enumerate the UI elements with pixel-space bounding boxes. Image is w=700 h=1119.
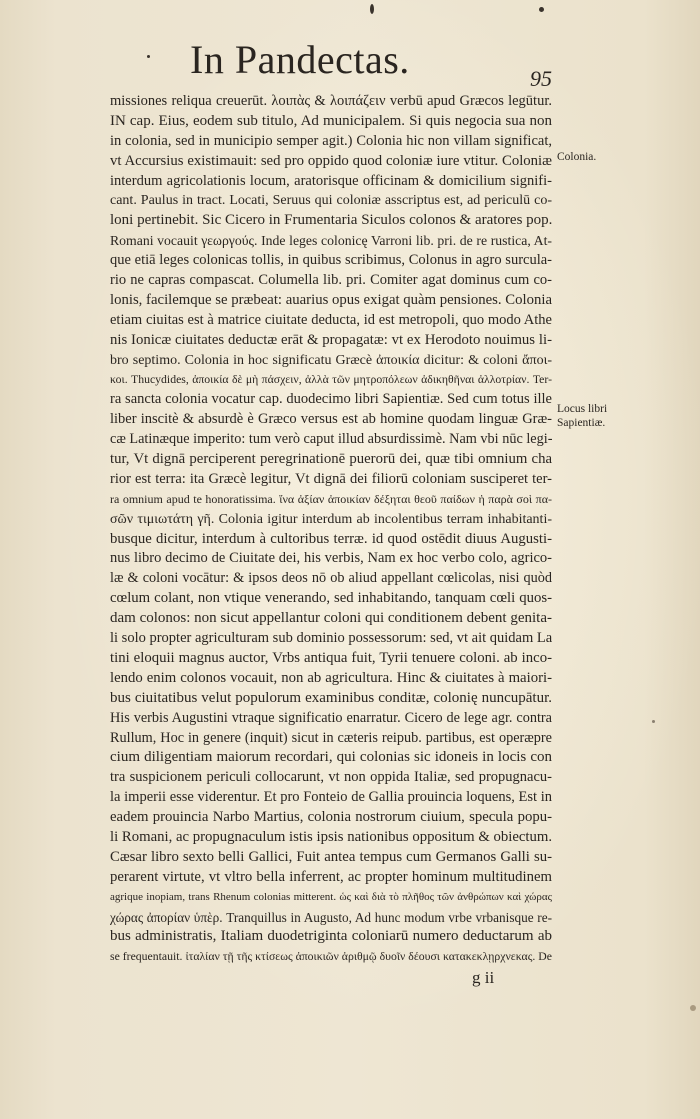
text-line: agrique inopiam, trans Rhenum colonias mitterent. ὡς καὶ διὰ τὸ πλῆθος τῶν ἀνθρώπων καὶ χώρας [110,890,552,903]
text-line: lonis, facilemque se præbeat: auarius opus exigat quàm pensiones. Colonia [110,291,552,308]
text-line: vt Accursius existimauit: sed pro oppido quod coloniæ iure vtitur. Coloniæ [110,152,552,169]
ink-speck [690,1005,696,1011]
text-line: interdum agricolationis locum, aratorisque officinam & domicilium signifi- [110,172,552,189]
text-line: nus libro decimo de Ciuitate dei, his verbis, Nam ex hoc verbo colo, agrico- [110,550,552,567]
text-line: tra suspicionem periculi collocarunt, vt non oppida Italiæ, sed propugnacu- [110,769,552,786]
ink-speck [539,7,544,12]
text-line: tur, Vt dignā perciperent peregrinationē puerorū dei, quæ tibi omnium cha [110,451,552,468]
text-line: Romani vocauit γεωργούς. Inde leges colonicę Varroni lib. pri. de re rustica, At- [110,233,552,249]
text-line: loni pertinebit. Sic Cicero in Frumentaria Siculos colonos & aratores pop. [110,212,552,229]
text-line: cæ Latinæque imperito: tum verò caput illud absurdissimè. Nam vbi nūc legi- [110,431,552,448]
text-line: eadem prouincia Narbo Martius, colonia nostrorum ciuium, specula popu- [110,809,552,826]
text-line: IN cap. Eius, eodem sub titulo, Ad municipalem. Si quis negocia sua non [110,112,552,129]
text-line: in colonia, sed in municipio semper agit.) Colonia hic non villam significat, [110,132,552,149]
text-line: σῶν τιμιωτάτη γῆ. Colonia igitur interdum ab incolentibus terram inhabitanti- [110,511,552,527]
text-line: rio ne capras compascat. Columella lib. pri. Comiter agat dominus cum co- [110,272,552,289]
text-line: Rullum, Hoc in genere (inquit) sicut in cæteris reipub. partibus, est operæpre [110,729,552,746]
text-line: χώρας ἀπορίαν ὑπὲρ. Tranquillus in Augusto, Ad hunc modum vrbe vrbanisque re- [110,909,552,925]
signature-mark: g ii [472,968,495,987]
text-line: bro septimo. Colonia in hoc significatu Græcè ἀποικία dicitur: & coloni ἄποι- [110,352,552,368]
text-line: li Romani, ac propugnaculum istis ipsis nationibus oppositum & obiectum. [110,828,552,845]
ink-speck [652,720,655,723]
running-title: In Pandectas. [190,37,410,82]
ink-speck [147,55,150,58]
text-line: liber inscitè & absurdè è Græco versus est ab homine quodam linguæ Græ- [110,411,552,428]
text-line: tini eloquii magnus auctor, Vrbs antiqua fuit, Tyrii tenuere coloni. ab inco- [110,649,552,666]
text-line: ra omnium apud te honoratissima. ἵνα ἀξίαν ἀποικίαν δέξηται θεοῦ παίδων ἡ παρὰ σοὶ πα- [110,491,552,506]
text-line: bus ciuitatibus velut populorum examinibus conditæ, colonię nuncupātur. [110,689,552,706]
text-line: lendo enim colonos vocauit, non ab agricultura. Hinc & ciuitates à maiori- [110,669,552,686]
body-text [110,92,552,967]
text-line: bus administratis, Italiam duodetriginta coloniarū numero deductarum ab [110,928,552,945]
text-line: se frequentauit. ἰταλίαν τῇ τῆς κτίσεως ἀποικιῶν ἀριθμῷ δυοῖν δέουσι κατακεκλῃρχνεκας. De [110,950,552,964]
text-line: κοι. Thucydides, ἀποικία δὲ μὴ πάσχειν, ἀλλὰ τῶν μητροπόλεων ἀδικηθῆναι ἀλλοτρίαν. Ter- [110,373,552,387]
text-line: que etiā leges colonicas tollis, in quibus scribimus, Colonus in agro surcula- [110,252,552,269]
text-line: Cæsar libro sexto belli Gallici, Fuit antea tempus cum Germanos Galli su- [110,848,552,865]
text-line: læ & coloni vocātur: & ipsos deos nō ob aliud appellant cœlicolas, nisi quòd [110,570,552,587]
text-line: His verbis Augustini vtraque significatio enarratur. Cicero de lege agr. contra [110,709,552,726]
text-line: cium diligentiam maiorum recordari, qui colonias sic idoneis in locis con [110,749,552,766]
margin-note-locus-libri: Locus libri [557,403,608,415]
page-number: 95 [530,66,552,91]
ink-speck [370,4,374,14]
text-line: cœlum colant, non vtique venerando, sed inhabitando, tanquam cœli quos- [110,590,552,607]
text-line: nis Ionicæ ciuitates deductæ erāt & propagatæ: vt ex Herodoto nouimus li- [110,331,552,348]
text-line: busque dicitur, interdum à cultoribus terræ. id quod ostēdit diuus Augusti- [110,530,552,547]
text-line: dam colonos: non sicut appellantur coloni qui conditionem debent genita- [110,610,552,627]
text-line: la imperii esse viderentur. Et pro Fonteio de Gallia prouincia loquens, Est in [110,789,552,806]
text-line: ra sancta colonia vocatur cap. duodecimo libri Sapientiæ. Sed cum totus ille [110,391,552,408]
text-line: etiam ciuitas est à matrice ciuitate deducta, id est metropoli, quo modo Athe [110,311,552,328]
text-line: missiones reliqua creuerūt. λοιπὰς & λοιπάζειν verbū apud Græcos legūtur. [110,93,552,109]
text-line: rior est terra: ita Græcè legitur, Vt dignā dei filiorū coloniam susciperet ter- [110,470,552,487]
margin-note-sapientiae: Sapientiæ. [557,417,606,429]
text-line: li solo propter agriculturam sub dominio possessorum: sed, vt ait quidam La [110,630,552,647]
text-line: perarent virtute, vt vltro bella inferrent, ac propter hominum multitudinem [110,868,552,885]
margin-note-colonia: Colonia. [557,151,597,163]
text-line: cant. Paulus in tract. Locati, Seruus qui coloniæ asscriptus est, ad periculū co- [110,193,552,209]
